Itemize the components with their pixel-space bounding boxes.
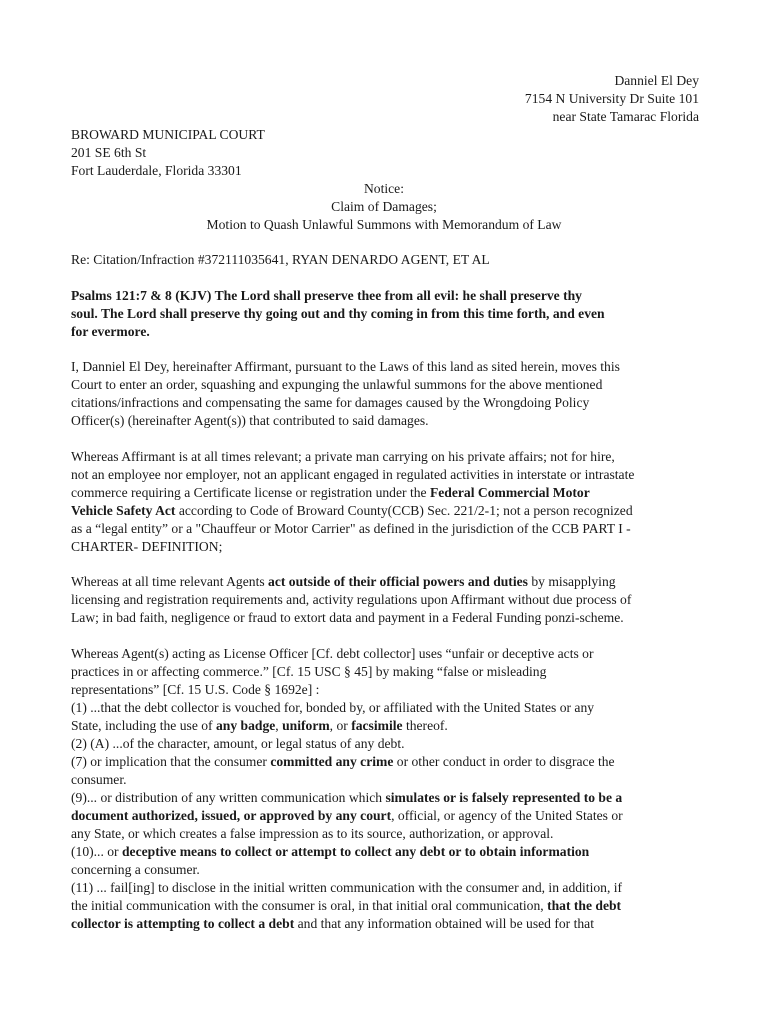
sender-name: Danniel El Dey xyxy=(614,73,699,88)
para2-line: Whereas Affirmant is at all times relevant; a private man carrying on his private affairs; not for hire, xyxy=(71,449,615,464)
list-item-10: (10)... or deceptive means to collect or attempt to collect any debt or to obtain information xyxy=(71,844,590,859)
recipient-name: BROWARD MUNICIPAL COURT xyxy=(71,127,265,142)
list-item-11: collector is attempting to collect a debt and that any information obtained will be used for that xyxy=(71,916,594,931)
para1-line: I, Danniel El Dey, hereinafter Affirmant, pursuant to the Laws of this land as sited herein, moves this xyxy=(71,359,620,374)
para2-line: as a “legal entity” or a "Chauffeur or Motor Carrier" as defined in the jurisdiction of the CCB PART I - xyxy=(71,521,631,536)
recipient-street: 201 SE 6th St xyxy=(71,145,147,160)
sender-address-line-1: 7154 N University Dr Suite 101 xyxy=(524,91,699,106)
list-item-10: concerning a consumer. xyxy=(71,862,200,877)
list-item-9: document authorized, issued, or approved by any court, official, or agency of the United States or xyxy=(71,808,623,823)
heading-motion: Motion to Quash Unlawful Summons with Memorandum of Law xyxy=(206,217,562,232)
list-item-9: any State, or which creates a false impression as to its source, authorization, or approval. xyxy=(71,826,554,841)
list-item-7: (7) or implication that the consumer committed any crime or other conduct in order to disgrace the xyxy=(71,754,615,769)
para1-line: citations/infractions and compensating the same for damages caused by the Wrongdoing Policy xyxy=(71,395,590,410)
para2-line: commerce requiring a Certificate license or registration under the Federal Commercial Motor xyxy=(71,485,590,500)
para2-line: Vehicle Safety Act according to Code of Broward County(CCB) Sec. 221/2-1; not a person recognized xyxy=(71,503,633,518)
para2-line: CHARTER- DEFINITION; xyxy=(71,539,223,554)
para3-line: Law; in bad faith, negligence or fraud to extort data and payment in a Federal Funding ponzi-scheme. xyxy=(71,610,624,625)
para4-line: Whereas Agent(s) acting as License Officer [Cf. debt collector] uses “unfair or deceptive acts or xyxy=(71,646,594,661)
list-item-11: the initial communication with the consumer is oral, in that initial oral communication, that the debt xyxy=(71,898,622,913)
list-item-2: (2) (A) ...of the character, amount, or legal status of any debt. xyxy=(71,736,405,751)
para2-line: not an employee nor employer, not an applicant engaged in regulated activities in interstate or intrastate xyxy=(71,467,635,482)
re-line: Re: Citation/Infraction #372111035641, RYAN DENARDO AGENT, ET AL xyxy=(71,252,490,267)
para4-line: representations” [Cf. 15 U.S. Code § 1692e] : xyxy=(71,682,320,697)
psalm-line: soul. The Lord shall preserve thy going out and thy coming in from this time forth, and even xyxy=(71,306,605,321)
para3-line: licensing and registration requirements and, activity regulations upon Affirmant without due process of xyxy=(71,592,632,607)
list-item-1: State, including the use of any badge, uniform, or facsimile thereof. xyxy=(71,718,448,733)
heading-claim: Claim of Damages; xyxy=(331,199,437,214)
para3-line: Whereas at all time relevant Agents act outside of their official powers and duties by misapplying xyxy=(71,574,616,589)
para4-line: practices in or affecting commerce.” [Cf. 15 USC § 45] by making “false or misleading xyxy=(71,664,547,679)
list-item-11: (11) ... fail[ing] to disclose in the initial written communication with the consumer and, in addition, if xyxy=(71,880,623,895)
sender-address-line-2: near State Tamarac Florida xyxy=(552,109,699,124)
heading-notice: Notice: xyxy=(363,181,404,196)
psalm-line: for evermore. xyxy=(71,324,150,339)
para1-line: Court to enter an order, squashing and expunging the unlawful summons for the above mentioned xyxy=(71,377,603,392)
list-item-9: (9)... or distribution of any written communication which simulates or is falsely represented to be a xyxy=(71,790,623,805)
recipient-city: Fort Lauderdale, Florida 33301 xyxy=(71,163,242,178)
psalm-line: Psalms 121:7 & 8 (KJV) The Lord shall preserve thee from all evil: he shall preserve thy xyxy=(71,288,582,303)
list-item-7: consumer. xyxy=(71,772,127,787)
para1-line: Officer(s) (hereinafter Agent(s)) that contributed to said damages. xyxy=(71,413,429,428)
list-item-1: (1) ...that the debt collector is vouched for, bonded by, or affiliated with the United States or any xyxy=(71,700,595,715)
